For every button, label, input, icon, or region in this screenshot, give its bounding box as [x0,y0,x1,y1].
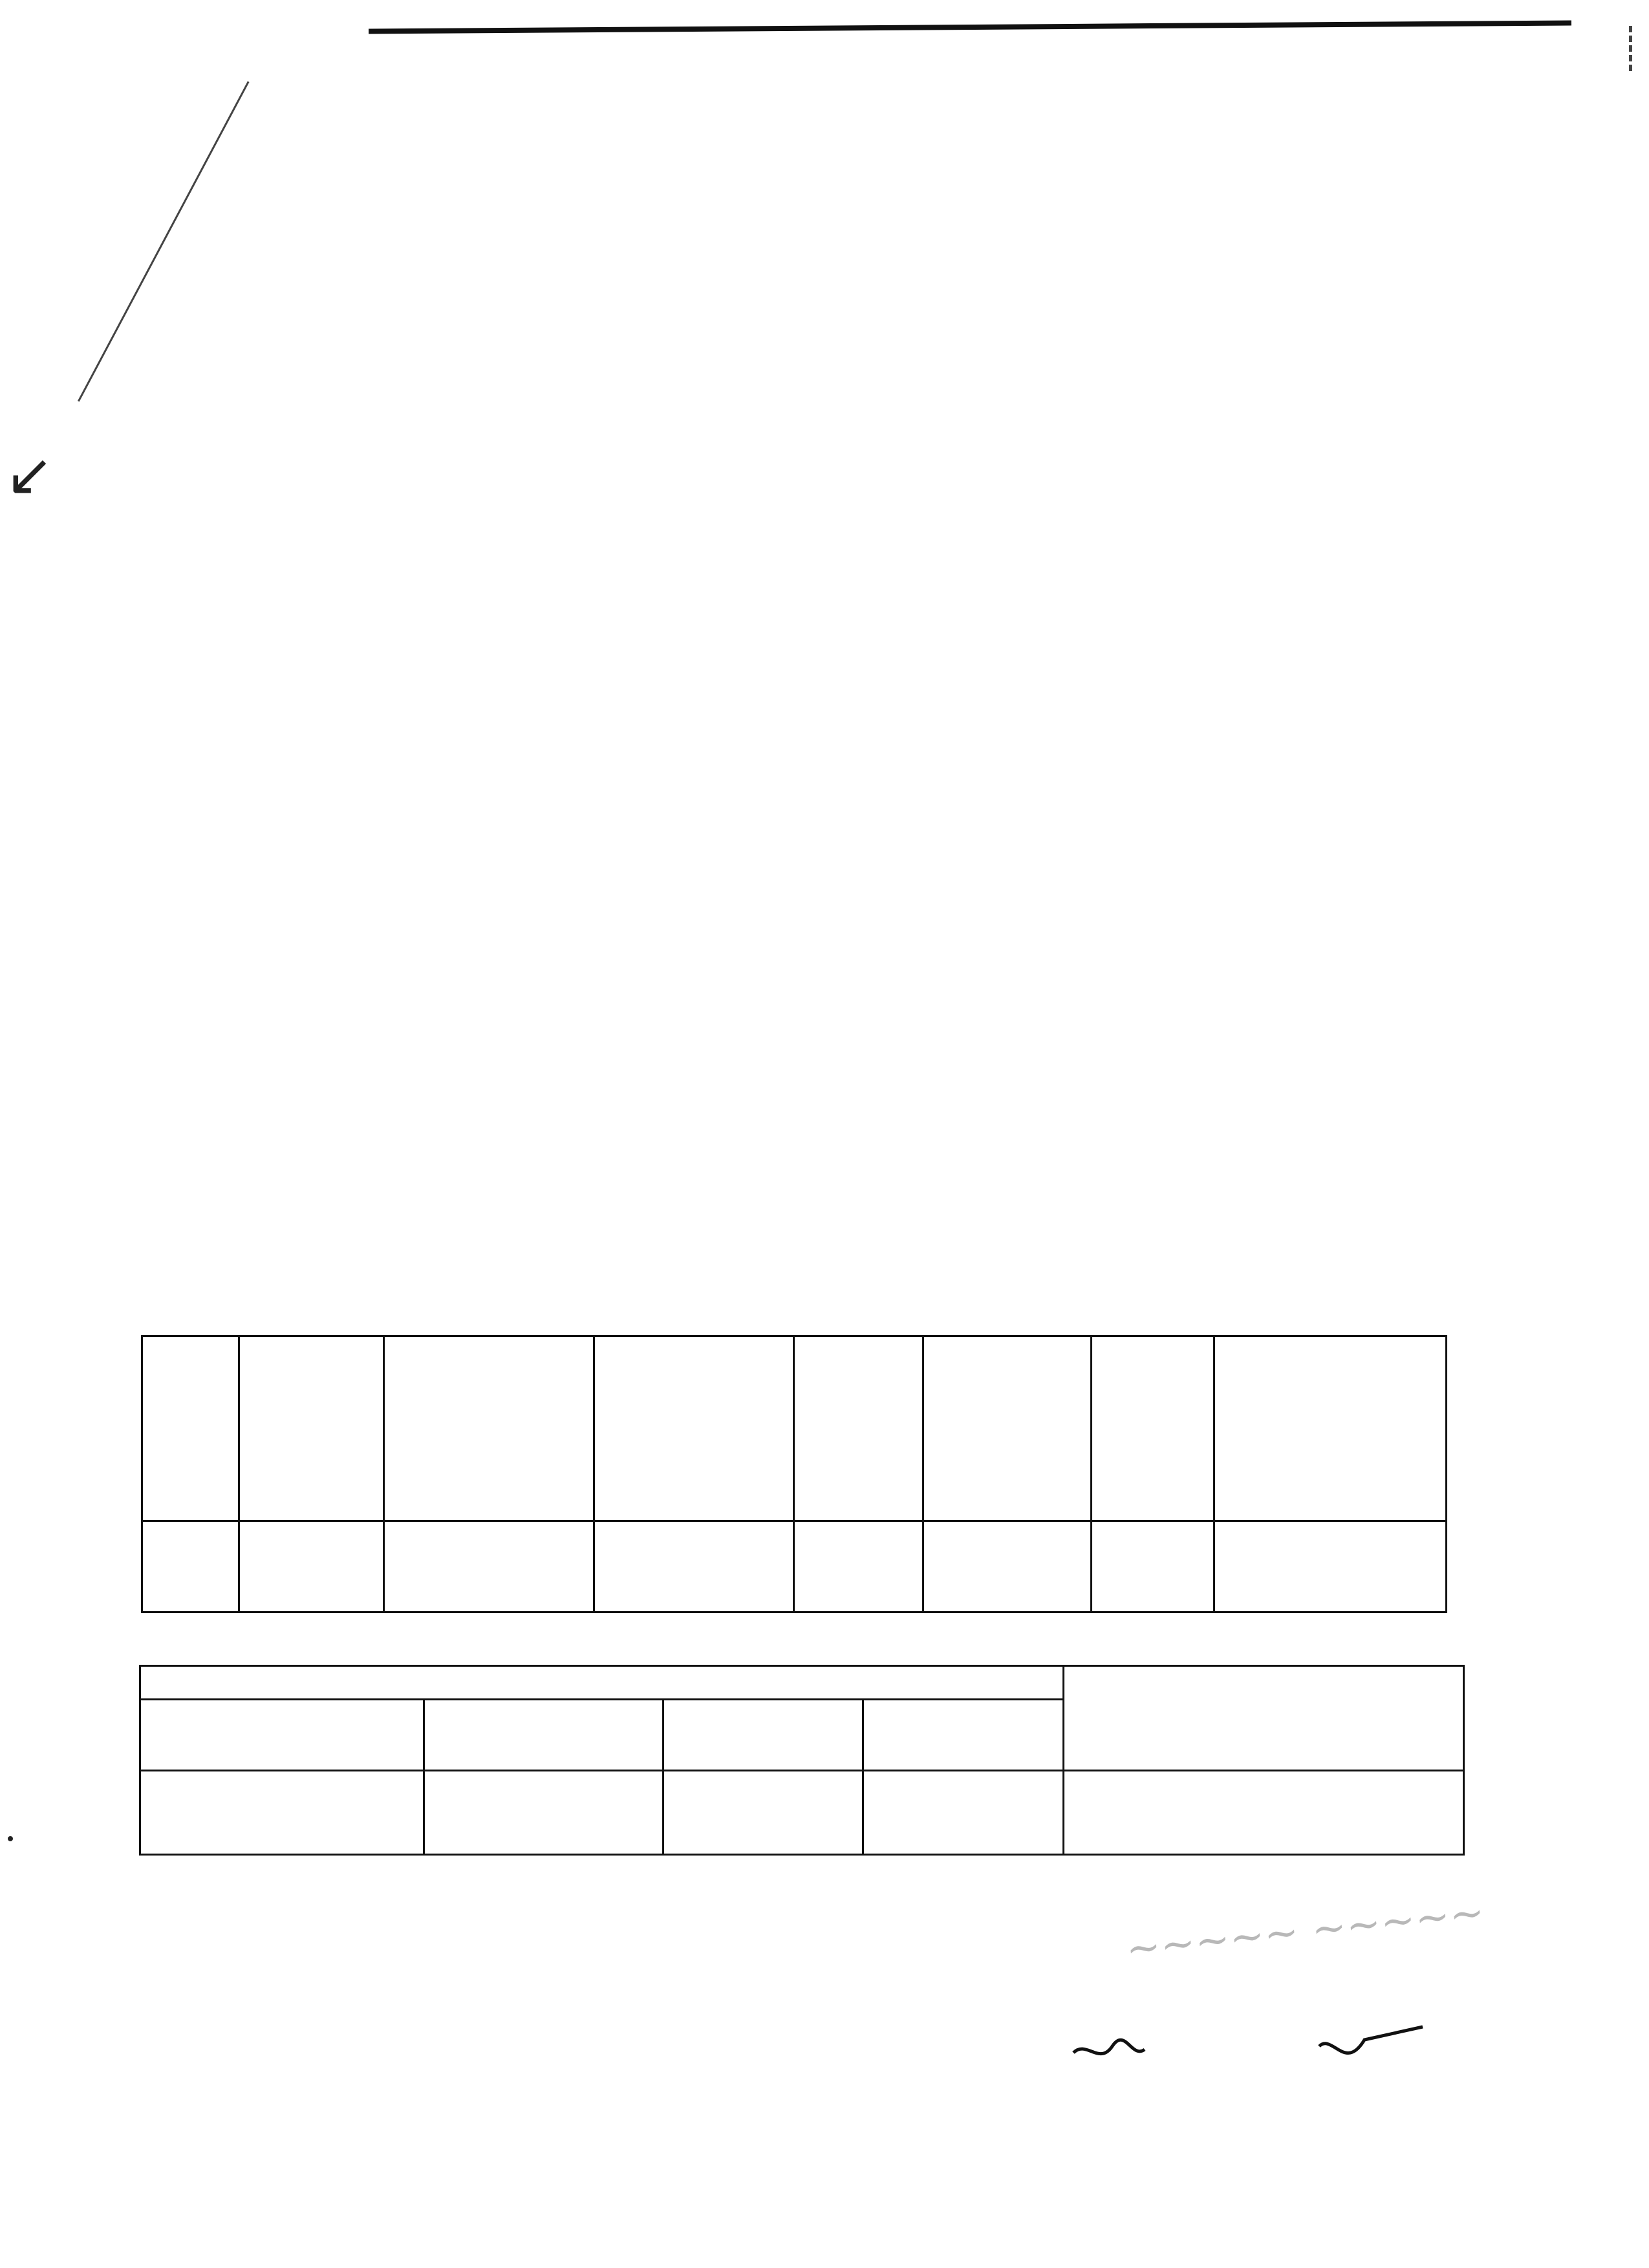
scan-edge-mark [1629,26,1641,71]
header-village [384,1336,594,1521]
boundary-south [424,1771,663,1855]
certificate-body [175,284,1461,317]
header-taluk [239,1336,384,1521]
scan-fold-line [78,81,250,402]
boundary-east [663,1771,863,1855]
table-row [142,1521,1447,1612]
signature-stroke [1061,2001,1436,2079]
header-serial-no [142,1336,239,1521]
boundaries-label [140,1666,1064,1700]
boundaries-table [139,1665,1465,1856]
scan-edge-line [369,21,1571,34]
cell-village [384,1521,594,1612]
cell-extent [923,1521,1092,1612]
boundary-north [140,1771,424,1855]
cell-taluk [239,1521,384,1612]
direction-south [424,1700,663,1771]
scan-arrow-mark: ↙ [5,441,54,509]
header-valuation [1091,1336,1214,1521]
scan-dot-mark [8,1836,13,1841]
table-header-row [142,1336,1447,1521]
header-extent [923,1336,1092,1521]
cell-property-details [1214,1521,1447,1612]
header-property-details [1214,1336,1447,1521]
table-row [140,1771,1464,1855]
direction-east [663,1700,863,1771]
cell-survey-no [594,1521,794,1612]
boundaries-details-header [1063,1666,1463,1771]
header-survey-no [594,1336,794,1521]
boundary-west [863,1771,1064,1855]
boundary-details-value [1063,1771,1463,1855]
boundaries-header-row [140,1666,1464,1700]
cell-valuation [1091,1521,1214,1612]
cell-serial-no [142,1521,239,1612]
header-site-share-no [794,1336,923,1521]
direction-north [140,1700,424,1771]
signature-scrawl: ~~~~~ ~~~~~ [1123,1888,1487,1974]
property-details-table [141,1335,1447,1613]
cell-site-share-no [794,1521,923,1612]
direction-west [863,1700,1064,1771]
